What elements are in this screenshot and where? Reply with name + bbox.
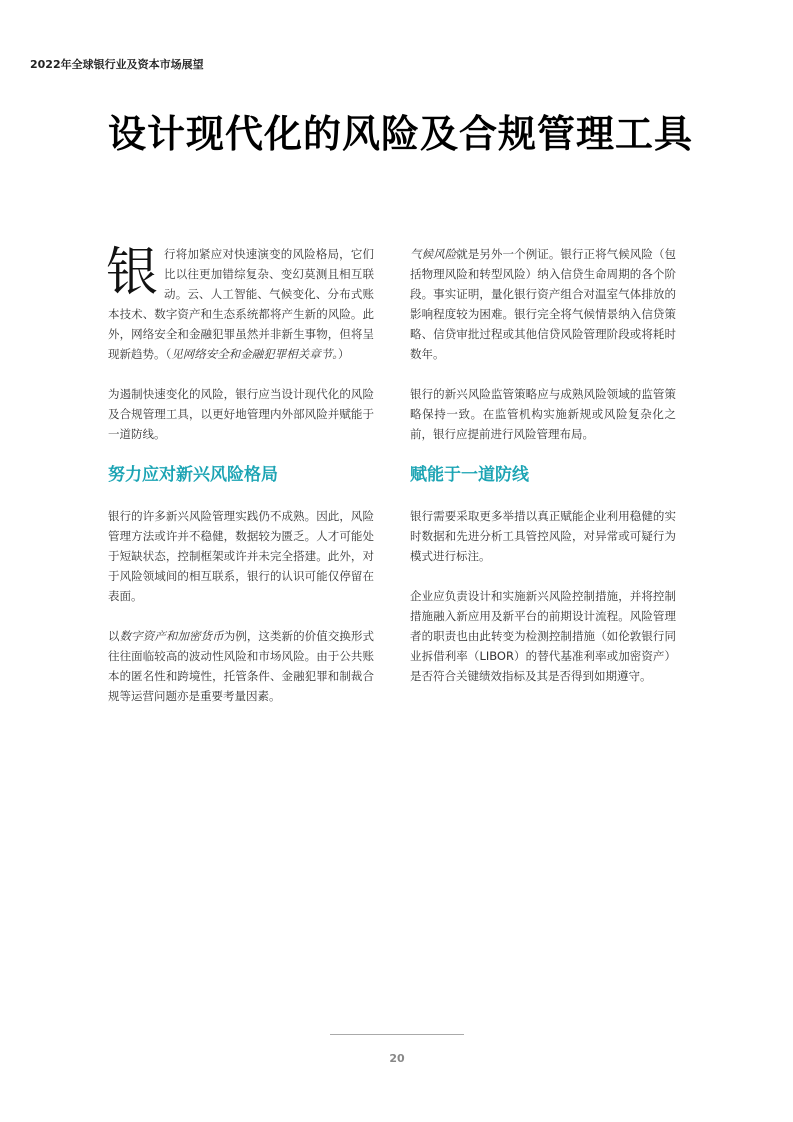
page-title: 设计现代化的风险及合规管理工具 xyxy=(108,112,694,156)
paragraph-climate-risk xyxy=(410,244,676,364)
page-number: 20 xyxy=(389,1052,405,1065)
drop-cap: 银 xyxy=(106,243,159,303)
paragraph-modern-tools: 为遏制快速变化的风险，银行应当设计现代化的风险及合规管理工具，以更好地管理内外部风险并赋能于一道防线。 xyxy=(108,387,374,441)
cross-reference: 见网络安全和金融犯罪相关章节。 xyxy=(171,347,338,361)
digital-assets-pre: 以 xyxy=(108,629,120,643)
intro-end: ） xyxy=(338,347,350,361)
climate-risk-text: 就是另外一个例证。银行正将气候风险（包括物理风险和转型风险）纳入信贷生命周期的各个阶段。事实证明，量化银行资产组合对温室气体排放的影响程度较为困难。银行完全将气候情景纳入信贷策略、信贷审批过程或其他信贷风险管理阶段或将耗时数年。 xyxy=(410,247,677,361)
left-column xyxy=(108,244,374,726)
section-heading-first-line: 赋能于一道防线 xyxy=(410,465,529,485)
right-column xyxy=(410,244,676,706)
intro-paragraph xyxy=(108,244,374,364)
climate-risk-term: 气候风险 xyxy=(410,247,457,261)
intro-text: 行将加紧应对快速演变的风险格局，它们比以往更加错综复杂、变幻莫测且相互联动。云、人工智能、气候变化、分布式账本技术、数字资产和生态系统都将产生新的风险。此外，网络安全和金融犯罪虽然并非新生事物，但将呈现新趋势。（ xyxy=(108,247,374,361)
paragraph-regulatory-strategy: 银行的新兴风险监管策略应与成熟风险领域的监管策略保持一致。在监管机构实施新规或风险复杂化之前，银行应提前进行风险管理布局。 xyxy=(410,387,676,441)
digital-assets-term: 数字资产和加密货币 xyxy=(119,629,224,643)
footer-divider xyxy=(330,1034,464,1035)
paragraph-digital-assets xyxy=(108,626,374,706)
paragraph-immature-practices: 银行的许多新兴风险管理实践仍不成熟。因此，风险管理方法或许并不稳健，数据较为匮乏。人才可能处于短缺状态，控制框架或许并未完全搭建。此外，对于风险领域间的相互联系，银行的认识可能仅停留在表面。 xyxy=(108,509,374,603)
paragraph-real-time-data: 银行需要采取更多举措以真正赋能企业利用稳健的实时数据和先进分析工具管控风险，对异常或可疑行为模式进行标注。 xyxy=(410,509,676,563)
digital-assets-text: 为例，这类新的价值交换形式往往面临较高的波动性风险和市场风险。由于公共账本的匿名性和跨境性，托管条件、金融犯罪和制裁合规等运营问题亦是重要考量因素。 xyxy=(108,629,375,703)
report-header: 2022年全球银行业及资本市场展望 xyxy=(30,58,204,71)
paragraph-control-measures: 企业应负责设计和实施新兴风险控制措施，并将控制措施融入新应用及新平台的前期设计流程。风险管理者的职责也由此转变为检测控制措施（如伦敦银行同业拆借利率（LIBOR）的替代基准利率或加密资产）是否符合关键绩效指标及其是否得到如期遵守。 xyxy=(410,589,676,683)
section-heading-emerging-risk: 努力应对新兴风险格局 xyxy=(108,465,278,485)
